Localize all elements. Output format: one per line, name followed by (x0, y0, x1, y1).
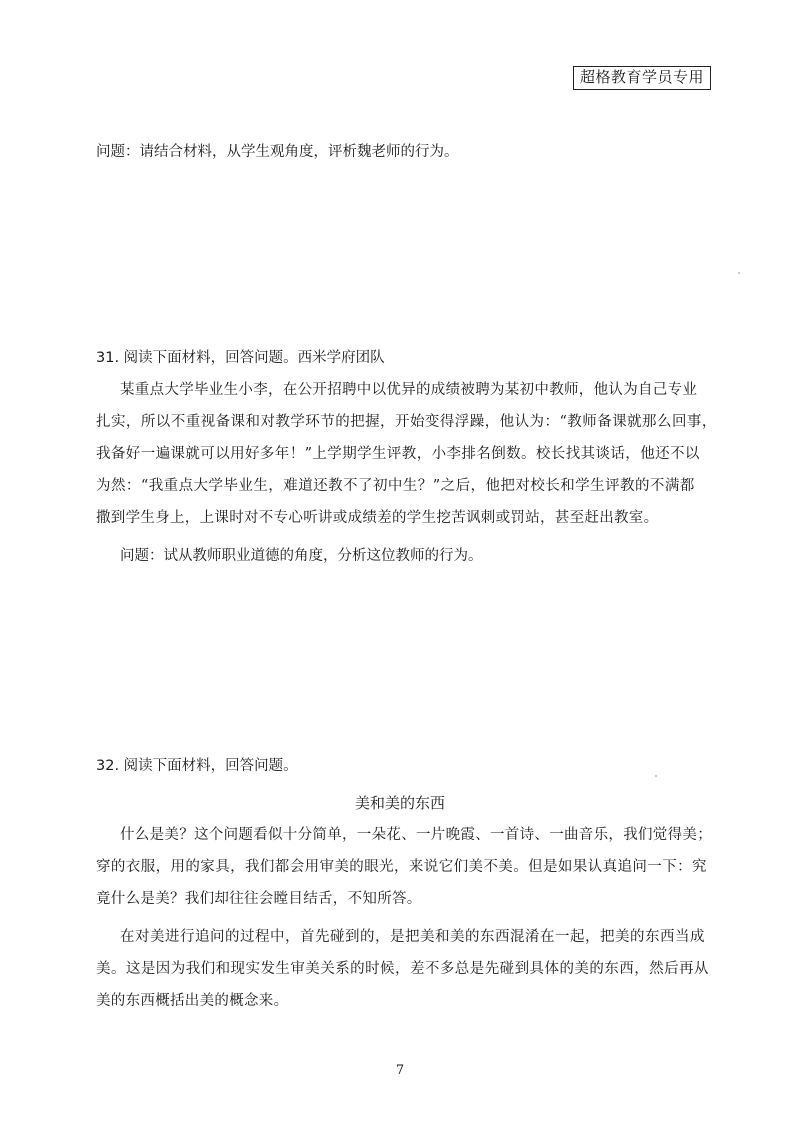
watermark-text: 西米学府团队 (297, 350, 385, 366)
q32-line-4: 在对美进行追问的过程中，首先碰到的，是把美和美的东西混淆在一起，把美的东西当成 (120, 929, 705, 945)
q32-line-2: 穿的衣服，用的家具，我们都会用审美的眼光，来说它们美不美。但是如果认真追问一下：究 (96, 859, 707, 875)
q32-line-1: 什么是美？这个问题看似十分简单，一朵花、一片晚霞、一首诗、一曲音乐，我们觉得美； (120, 827, 712, 843)
q32-line-5: 美。这是因为我们和现实发生审美关系的时候，差不多总是先碰到具体的美的东西，然后再从 (96, 961, 709, 977)
q31-line-4: 为然：“我重点大学毕业生，难道还教不了初中生？”之后，他把对校长和学生评教的不满都 (96, 478, 695, 494)
q31-question: 问题：试从教师职业道德的角度，分析这位教师的行为。 (120, 548, 483, 564)
q32-line-3: 竟什么是美？我们却往往会瞠目结舌，不知所答。 (96, 891, 422, 907)
scan-speck (738, 272, 740, 274)
q31-heading-text: 31. 阅读下面材料，回答问题。 (96, 350, 298, 366)
scan-speck (655, 775, 657, 777)
student-only-badge: 超格教育学员专用 (573, 66, 711, 90)
q32-line-6: 美的东西概括出美的概念来。 (96, 993, 289, 1009)
q32-heading: 32. 阅读下面材料，回答问题。 (96, 758, 298, 774)
page-number: 7 (395, 1063, 405, 1078)
q31-line-2: 扎实，所以不重视备课和对教学环节的把握，开始变得浮躁，他认为：“教师备课就那么回事， (96, 414, 717, 430)
q31-heading (96, 348, 385, 368)
q31-line-3: 我备好一遍课就可以用好多年！”上学期学生评教，小李排名倒数。校长找其谈话，他还不以 (96, 446, 700, 462)
q31-line-5: 撒到学生身上，上课时对不专心听讲或成绩差的学生挖苦讽刺或罚站，甚至赶出教室。 (96, 510, 659, 526)
essay-title: 美和美的东西 (354, 794, 445, 812)
q30-question: 问题：请结合材料，从学生观角度，评析魏老师的行为。 (96, 144, 459, 160)
q31-line-1: 某重点大学毕业生小李，在公开招聘中以优异的成绩被聘为某初中教师，他认为自己专业 (120, 382, 698, 398)
